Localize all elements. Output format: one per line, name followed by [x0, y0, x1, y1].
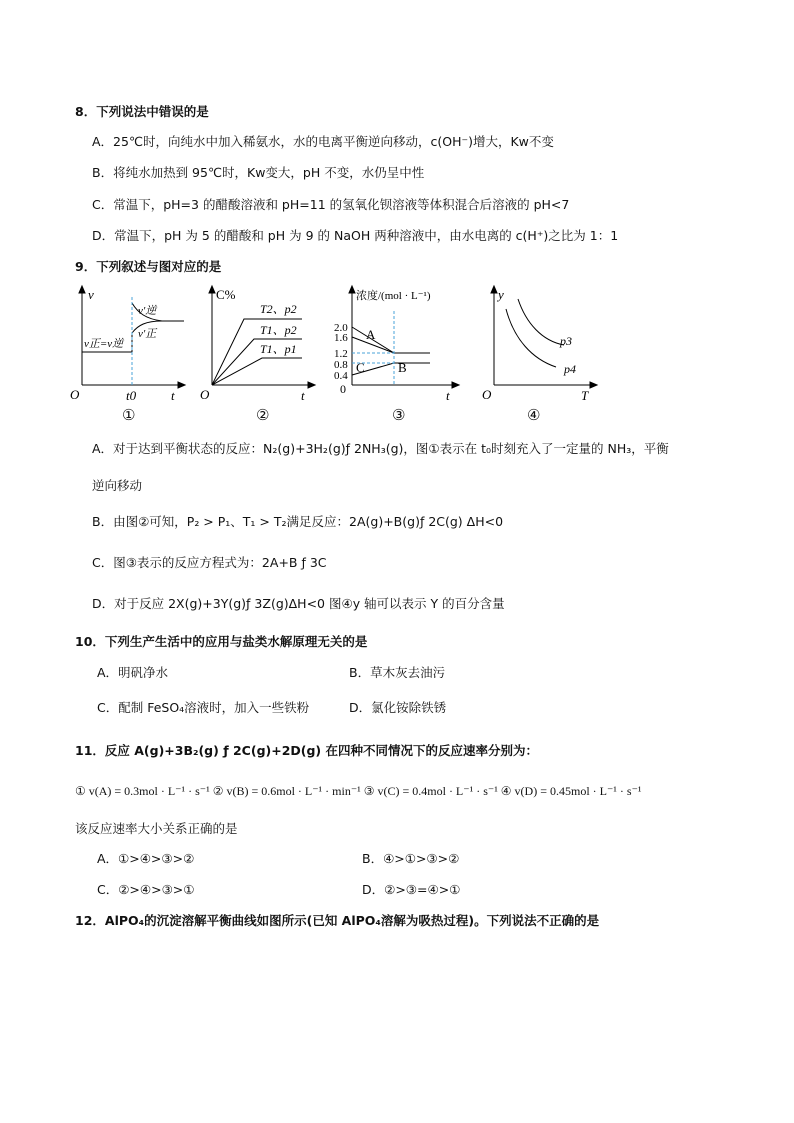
- q11-option-a: A．①>④>③>②: [97, 851, 195, 866]
- fig2-origin: O: [200, 387, 210, 402]
- q8-option-b: B．将纯水加热到 95℃时，Kw变大，pH 不变，水仍呈中性: [92, 165, 425, 180]
- q8-option-a: A．25℃时，向纯水中加入稀氨水，水的电离平衡逆向移动，c(OH⁻)增大，Kw不变: [92, 134, 554, 149]
- figure-1: [68, 283, 188, 403]
- q9-stem: 9．下列叙述与图对应的是: [75, 259, 222, 274]
- q11-stem: 11．反应 A(g)+3B₂(g) ƒ 2C(g)+2D(g) 在四种不同情况下的反应速率分别为：: [75, 743, 539, 758]
- fig3-tick-1-2: 1.2: [334, 348, 348, 360]
- q12-stem: 12．AlPO₄的沉淀溶解平衡曲线如图所示(已知 AlPO₄溶解为吸热过程)。下列说法不正确的是: [75, 913, 600, 928]
- q9-option-c: C．图③表示的反应方程式为：2A+B ƒ 3C: [92, 555, 327, 570]
- fig4-curve-p4: p4: [564, 362, 576, 376]
- fig1-y-label: v: [88, 287, 94, 302]
- q8-option-c: C．常温下，pH=3 的醋酸溶液和 pH=11 的氢氧化钡溶液等体积混合后溶液的 pH<7: [92, 197, 570, 212]
- q9-option-b: B．由图②可知，P₂ > P₁、T₁ > T₂满足反应：2A(g)+B(g)ƒ 2C(g) ΔH<0: [92, 514, 504, 529]
- q10-option-a: A．明矾净水: [97, 665, 169, 680]
- fig4-origin: O: [482, 387, 492, 402]
- fig1-v-eq: v正=v逆: [84, 338, 124, 350]
- q10-option-b: B．草木灰去油污: [349, 665, 446, 680]
- fig2-curve-t1-p1: T1、p1: [260, 342, 297, 356]
- fig1-v-rev-new: v′逆: [138, 305, 157, 317]
- fig1-v-fwd-new: v′正: [138, 328, 157, 340]
- fig4-caption: ④: [527, 406, 541, 424]
- figure-3: [322, 283, 462, 403]
- q10-stem: 10．下列生产生活中的应用与盐类水解原理无关的是: [75, 634, 368, 649]
- fig2-caption: ②: [256, 406, 270, 424]
- fig3-series-b: B: [398, 360, 407, 375]
- q8-option-d: D．常温下，pH 为 5 的醋酸和 pH 为 9 的 NaOH 两种溶液中，由水电离的 c(H⁺)之比为 1：1: [92, 228, 619, 243]
- q11-option-b: B．④>①>③>②: [362, 851, 460, 866]
- q11-rates: ① v(A) = 0.3mol · L⁻¹ · s⁻¹ ② v(B) = 0.6mol · L⁻¹ · min⁻¹ ③ v(C) = 0.4mol · L⁻¹ · s⁻¹ ④ v(D) = 0.45mol · L⁻¹ · s⁻¹: [75, 784, 642, 798]
- fig1-t0-label: t0: [126, 388, 137, 403]
- fig1-origin: O: [70, 387, 80, 402]
- fig3-y-label: 浓度/(mol · L⁻¹): [356, 290, 431, 302]
- fig1-x-label: t: [171, 388, 175, 403]
- q9-option-d: D．对于反应 2X(g)+3Y(g)ƒ 3Z(g)ΔH<0 图④y 轴可以表示 Y 的百分含量: [92, 596, 505, 611]
- fig4-y-label: y: [498, 287, 504, 302]
- fig3-series-c: C: [356, 360, 365, 375]
- fig3-origin: 0: [340, 382, 346, 396]
- fig4-x-label: T: [581, 388, 589, 403]
- fig3-x-label: t: [446, 388, 450, 403]
- q10-option-d: D．氯化铵除铁锈: [349, 700, 447, 715]
- fig3-tick-0-8: 0.8: [334, 359, 348, 371]
- fig3-series-a: A: [366, 327, 376, 342]
- q11-option-c: C．②>④>③>①: [97, 882, 195, 897]
- fig2-x-label: t: [301, 388, 305, 403]
- fig4-curve-p3: p3: [560, 334, 572, 348]
- q9-option-a-line1: A．对于达到平衡状态的反应：N₂(g)+3H₂(g)ƒ 2NH₃(g)，图①表示在 t₀时刻充入了一定量的 NH₃，平衡: [92, 441, 669, 456]
- figure-2: [198, 283, 318, 403]
- fig2-curve-t1-p2: T1、p2: [260, 323, 297, 337]
- q10-option-c: C．配制 FeSO₄溶液时，加入一些铁粉: [97, 700, 310, 715]
- q11-ask: 该反应速率大小关系正确的是: [75, 821, 238, 836]
- q9-option-a-line2: 逆向移动: [92, 478, 143, 493]
- fig3-caption: ③: [392, 406, 406, 424]
- fig3-tick-0-4: 0.4: [334, 370, 348, 382]
- q11-option-d: D．②>③=④>①: [362, 882, 461, 897]
- figure-4: [480, 283, 600, 403]
- fig3-tick-1-6: 1.6: [334, 332, 348, 344]
- fig2-curve-t2-p2: T2、p2: [260, 302, 297, 316]
- fig1-caption: ①: [122, 406, 136, 424]
- q8-stem: 8．下列说法中错误的是: [75, 104, 209, 119]
- fig2-y-label: C%: [216, 287, 236, 302]
- fig3-tick-2-0: 2.0: [334, 322, 348, 334]
